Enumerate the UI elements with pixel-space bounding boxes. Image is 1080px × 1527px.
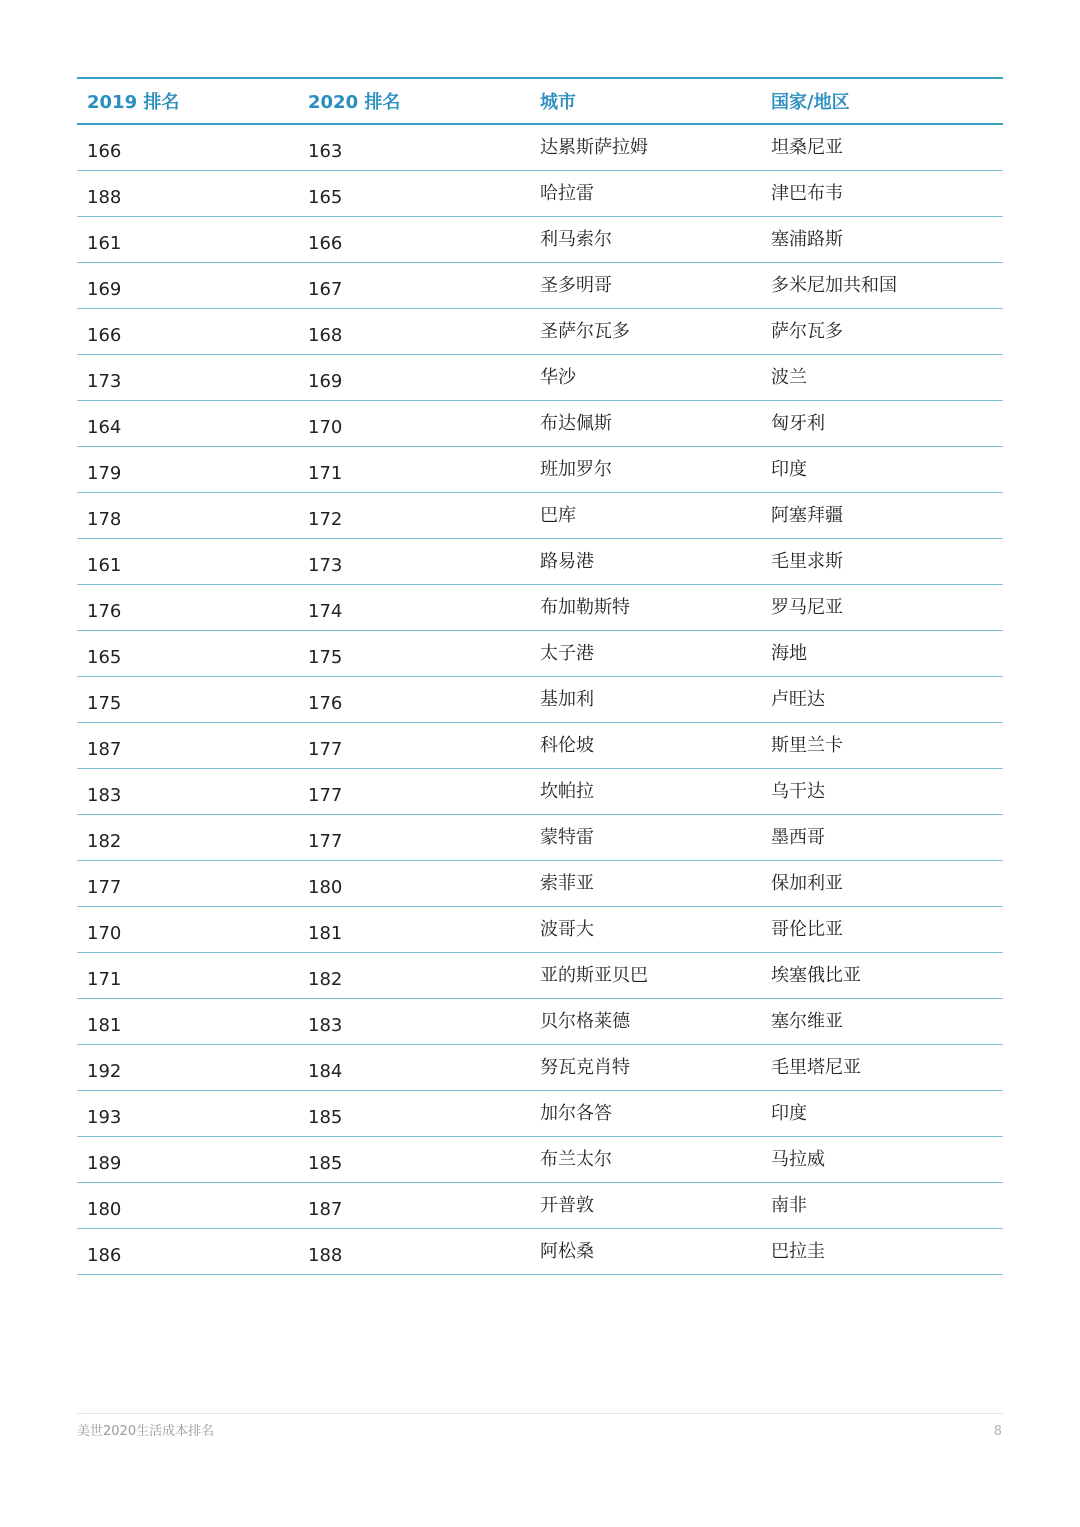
city-cell: 班加罗尔	[540, 458, 612, 480]
table-row	[77, 585, 1003, 631]
rank-2020-cell: 171	[308, 463, 343, 484]
rank-2019-cell: 182	[87, 831, 122, 852]
city-cell: 布加勒斯特	[540, 596, 630, 618]
city-cell: 路易港	[540, 550, 594, 572]
footer-title: 美世2020生活成本排名	[77, 1424, 215, 1439]
table-header	[77, 77, 1003, 125]
rank-2019-cell: 187	[87, 739, 122, 760]
rank-2019-cell: 165	[87, 647, 122, 668]
table-row	[77, 447, 1003, 493]
rank-2020-cell: 173	[308, 555, 343, 576]
city-cell: 蒙特雷	[540, 826, 594, 848]
country-cell: 塞尔维亚	[771, 1010, 843, 1032]
rank-2020-cell: 177	[308, 785, 343, 806]
header-2019-rank: 2019 排名	[87, 92, 180, 113]
table-row	[77, 539, 1003, 585]
rank-2019-cell: 178	[87, 509, 122, 530]
rank-2020-cell: 188	[308, 1245, 343, 1266]
table-row	[77, 677, 1003, 723]
rank-2020-cell: 172	[308, 509, 343, 530]
table-row	[77, 907, 1003, 953]
header-city: 城市	[540, 92, 576, 113]
rank-2019-cell: 171	[87, 969, 122, 990]
table-row	[77, 631, 1003, 677]
table-row	[77, 1229, 1003, 1275]
table-row	[77, 723, 1003, 769]
city-cell: 太子港	[540, 642, 594, 664]
rank-2020-cell: 175	[308, 647, 343, 668]
city-cell: 波哥大	[540, 918, 594, 940]
city-cell: 哈拉雷	[540, 182, 594, 204]
country-cell: 萨尔瓦多	[771, 320, 843, 342]
city-cell: 圣萨尔瓦多	[540, 320, 630, 342]
table-row	[77, 953, 1003, 999]
country-cell: 卢旺达	[771, 688, 825, 710]
rank-2019-cell: 166	[87, 325, 122, 346]
country-cell: 阿塞拜疆	[771, 504, 843, 526]
rank-2020-cell: 180	[308, 877, 343, 898]
rank-2019-cell: 169	[87, 279, 122, 300]
country-cell: 乌干达	[771, 780, 825, 802]
country-cell: 多米尼加共和国	[771, 274, 897, 296]
city-cell: 巴库	[540, 504, 576, 526]
rank-2019-cell: 188	[87, 187, 122, 208]
country-cell: 坦桑尼亚	[771, 136, 843, 158]
city-cell: 达累斯萨拉姆	[540, 136, 648, 158]
rank-2020-cell: 177	[308, 831, 343, 852]
rank-2019-cell: 166	[87, 141, 122, 162]
footer-divider	[77, 1413, 1003, 1414]
city-cell: 坎帕拉	[540, 780, 594, 802]
rank-2020-cell: 187	[308, 1199, 343, 1220]
country-cell: 毛里求斯	[771, 550, 843, 572]
city-cell: 华沙	[540, 366, 576, 388]
page-number: 8	[993, 1424, 1002, 1439]
country-cell: 罗马尼亚	[771, 596, 843, 618]
table-row	[77, 815, 1003, 861]
city-cell: 科伦坡	[540, 734, 594, 756]
table-row	[77, 401, 1003, 447]
city-cell: 利马索尔	[540, 228, 612, 250]
country-cell: 埃塞俄比亚	[771, 964, 861, 986]
table-row	[77, 217, 1003, 263]
rank-2020-cell: 169	[308, 371, 343, 392]
table-row	[77, 1045, 1003, 1091]
table-row	[77, 1137, 1003, 1183]
rank-2020-cell: 176	[308, 693, 343, 714]
country-cell: 印度	[771, 1102, 807, 1124]
table-row	[77, 1091, 1003, 1137]
table-row	[77, 769, 1003, 815]
city-cell: 努瓦克肖特	[540, 1056, 630, 1078]
country-cell: 匈牙利	[771, 412, 825, 434]
rank-2019-cell: 173	[87, 371, 122, 392]
country-cell: 南非	[771, 1194, 807, 1216]
rank-2019-cell: 181	[87, 1015, 122, 1036]
rank-2020-cell: 185	[308, 1153, 343, 1174]
rank-2019-cell: 161	[87, 233, 122, 254]
header-2020-rank: 2020 排名	[308, 92, 401, 113]
rank-2019-cell: 177	[87, 877, 122, 898]
country-cell: 塞浦路斯	[771, 228, 843, 250]
rank-2020-cell: 163	[308, 141, 343, 162]
rank-2020-cell: 174	[308, 601, 343, 622]
rank-2019-cell: 176	[87, 601, 122, 622]
ranking-table	[77, 77, 1003, 1275]
rank-2019-cell: 183	[87, 785, 122, 806]
country-cell: 海地	[771, 642, 807, 664]
rank-2019-cell: 193	[87, 1107, 122, 1128]
city-cell: 贝尔格莱德	[540, 1010, 630, 1032]
rank-2020-cell: 166	[308, 233, 343, 254]
rank-2020-cell: 183	[308, 1015, 343, 1036]
table-row	[77, 861, 1003, 907]
table-body	[77, 125, 1003, 1275]
city-cell: 圣多明哥	[540, 274, 612, 296]
rank-2019-cell: 180	[87, 1199, 122, 1220]
table-row	[77, 1183, 1003, 1229]
rank-2019-cell: 170	[87, 923, 122, 944]
table-row	[77, 355, 1003, 401]
country-cell: 哥伦比亚	[771, 918, 843, 940]
city-cell: 基加利	[540, 688, 594, 710]
rank-2020-cell: 168	[308, 325, 343, 346]
country-cell: 津巴布韦	[771, 182, 843, 204]
country-cell: 毛里塔尼亚	[771, 1056, 861, 1078]
city-cell: 开普敦	[540, 1194, 594, 1216]
header-country-region: 国家/地区	[771, 92, 850, 113]
rank-2020-cell: 184	[308, 1061, 343, 1082]
country-cell: 马拉威	[771, 1148, 825, 1170]
rank-2020-cell: 170	[308, 417, 343, 438]
table-row	[77, 309, 1003, 355]
table-row	[77, 493, 1003, 539]
rank-2020-cell: 167	[308, 279, 343, 300]
rank-2019-cell: 186	[87, 1245, 122, 1266]
table-row	[77, 263, 1003, 309]
city-cell: 亚的斯亚贝巴	[540, 964, 648, 986]
country-cell: 巴拉圭	[771, 1240, 825, 1262]
rank-2019-cell: 189	[87, 1153, 122, 1174]
rank-2019-cell: 161	[87, 555, 122, 576]
table-row	[77, 171, 1003, 217]
rank-2019-cell: 192	[87, 1061, 122, 1082]
rank-2020-cell: 182	[308, 969, 343, 990]
rank-2020-cell: 181	[308, 923, 343, 944]
rank-2020-cell: 165	[308, 187, 343, 208]
city-cell: 布达佩斯	[540, 412, 612, 434]
rank-2019-cell: 179	[87, 463, 122, 484]
rank-2019-cell: 164	[87, 417, 122, 438]
rank-2020-cell: 185	[308, 1107, 343, 1128]
country-cell: 墨西哥	[771, 826, 825, 848]
country-cell: 保加利亚	[771, 872, 843, 894]
country-cell: 斯里兰卡	[771, 734, 843, 756]
city-cell: 布兰太尔	[540, 1148, 612, 1170]
city-cell: 阿松桑	[540, 1240, 594, 1262]
table-row	[77, 125, 1003, 171]
rank-2020-cell: 177	[308, 739, 343, 760]
city-cell: 加尔各答	[540, 1102, 612, 1124]
country-cell: 波兰	[771, 366, 807, 388]
rank-2019-cell: 175	[87, 693, 122, 714]
country-cell: 印度	[771, 458, 807, 480]
city-cell: 索菲亚	[540, 872, 594, 894]
table-row	[77, 999, 1003, 1045]
